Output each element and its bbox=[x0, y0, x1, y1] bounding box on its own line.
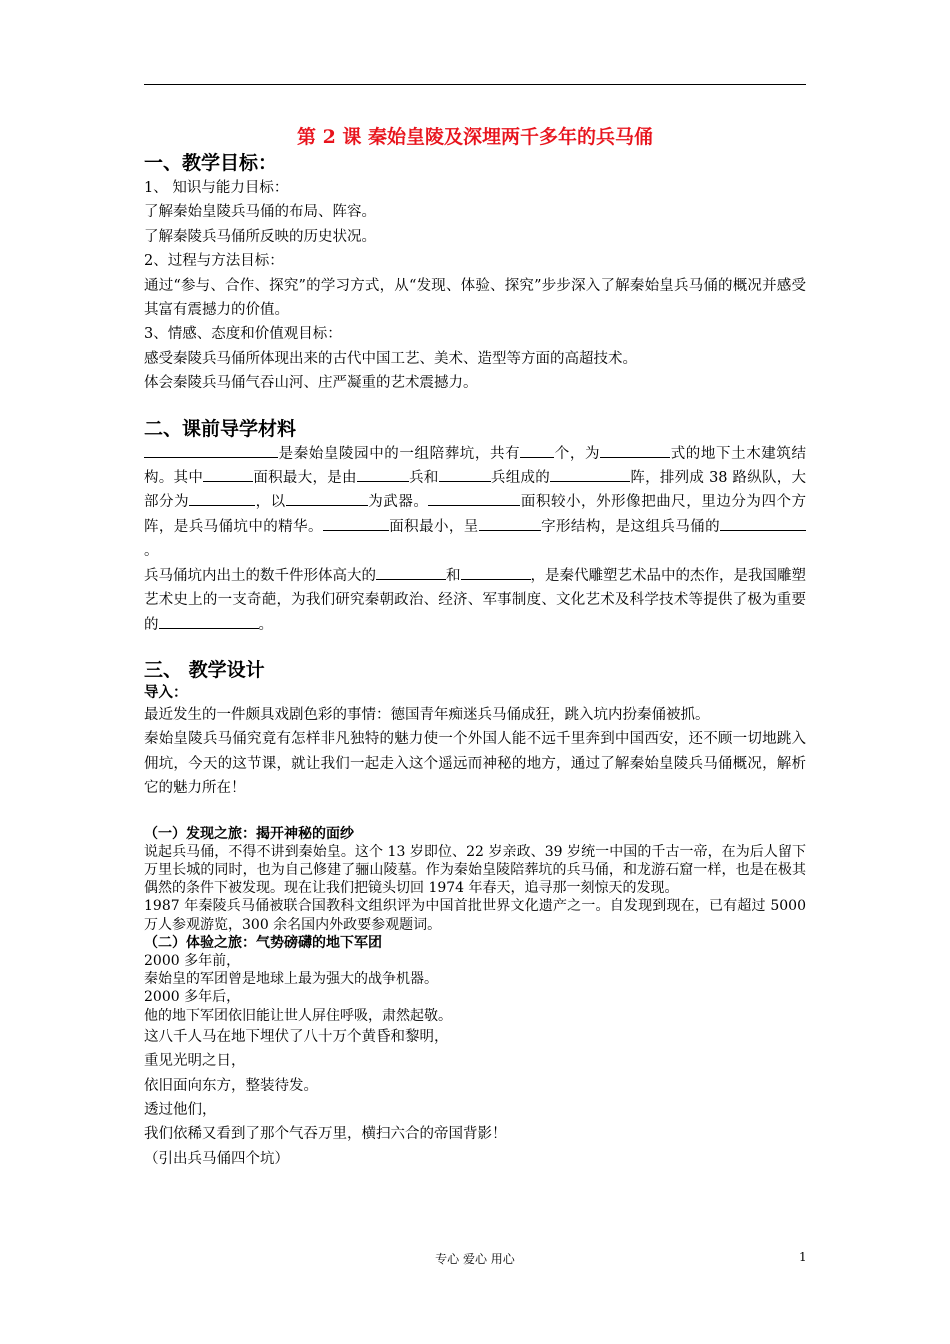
part1-heading: （一）发现之旅：揭开神秘的面纱 bbox=[144, 825, 354, 842]
objective-line: 通过“参与、合作、探究”的学习方式，从“发现、体验、探究”步步深入了解秦始皇兵马俑的概况并感受其富有震撼力的价值。 bbox=[144, 277, 806, 319]
answer-blank[interactable] bbox=[720, 516, 806, 531]
intro-paragraph: 秦始皇陵兵马俑究竟有怎样非凡独特的魅力使一个外国人能不远千里奔到中国西安，还不顾一切地跳入佣坑，今天的这节课，就让我们一起走入这个遥远而神秘的地方，通过了解秦始皇陵兵马俑概况，解析它的魅力所在！ bbox=[144, 731, 806, 797]
answer-blank[interactable] bbox=[286, 491, 368, 506]
objective-line: 了解秦陵兵马俑所反映的历史状况。 bbox=[144, 228, 376, 245]
fill-in-paragraph-2: 兵马俑坑内出土的数千件形体高大的 和 ，是秦代雕塑艺术品中的杰作，是我国雕塑艺术史上的一支奇葩，为我们研究秦朝政治、经济、军事制度、文化艺术及科学技术等提供了极为重要的 。 bbox=[144, 564, 806, 637]
answer-blank[interactable] bbox=[203, 467, 253, 482]
poem-line: 这八千人马在地下埋伏了八十万个黄昏和黎明， bbox=[144, 1028, 449, 1045]
part2-heading: （二）体验之旅：气势磅礴的地下军团 bbox=[144, 934, 382, 951]
page-number: 1 bbox=[799, 1250, 807, 1264]
part1-paragraph: 1987 年秦陵兵马俑被联合国教科文组织评为中国首批世界文化遗产之一。自发现到现在，已有超过 5000 万人参观游览，300 余名国内外政要参观题词。 bbox=[144, 898, 806, 933]
answer-blank[interactable] bbox=[428, 491, 520, 506]
intro-label: 导入： bbox=[144, 683, 188, 701]
answer-blank[interactable] bbox=[439, 467, 491, 482]
answer-blank[interactable] bbox=[323, 516, 389, 531]
poem-line: （引出兵马俑四个坑） bbox=[144, 1150, 289, 1167]
answer-blank[interactable] bbox=[159, 614, 259, 629]
answer-blank[interactable] bbox=[479, 516, 541, 531]
answer-blank[interactable] bbox=[357, 467, 409, 482]
objective-line: 了解秦始皇陵兵马俑的布局、阵容。 bbox=[144, 204, 376, 221]
lesson-title: 第 2 课 秦始皇陵及深埋两千多年的兵马俑 bbox=[296, 126, 654, 148]
poem-line: 2000 多年前， bbox=[144, 952, 241, 969]
page-content bbox=[144, 124, 806, 1171]
header-rule bbox=[144, 84, 806, 85]
objective-line: 1、 知识与能力目标： bbox=[144, 180, 289, 196]
poem-line: 透过他们， bbox=[144, 1101, 217, 1118]
answer-blank[interactable] bbox=[600, 443, 670, 458]
poem-line: 2000 多年后， bbox=[144, 989, 241, 1006]
poem-line: 他的地下军团依旧能让世人屏住呼吸，肃然起敬。 bbox=[144, 1007, 452, 1024]
section1-heading: 一、教学目标： bbox=[144, 152, 278, 174]
objective-line: 2、过程与方法目标： bbox=[144, 253, 284, 270]
answer-blank[interactable] bbox=[144, 443, 278, 458]
answer-blank[interactable] bbox=[376, 565, 446, 580]
section2-heading: 二、课前导学材料 bbox=[144, 417, 297, 440]
objective-line: 感受秦陵兵马俑所体现出来的古代中国工艺、美术、造型等方面的高超技术。 bbox=[144, 350, 637, 367]
fill-in-paragraph-1: 是秦始皇陵园中的一组陪葬坑，共有 个，为 式的地下土木建筑结构。其中 面积最大，是由 兵和 兵组成的 阵，排列成 38 路纵队，大部分为 ，以 为武器。 面积较小，外形像把曲尺，里边分为四个方阵，是兵马俑坑中的精华。 面积最小，呈 字形结构，是这组兵马俑的。 bbox=[144, 442, 806, 564]
poem-line: 依旧面向东方，整装待发。 bbox=[144, 1077, 318, 1094]
answer-blank[interactable] bbox=[189, 491, 255, 506]
part1-paragraph: 说起兵马俑，不得不讲到秦始皇。这个 13 岁即位、22 岁亲政、39 岁统一中国的千古一帝，在为后人留下万里长城的同时，也为自己修建了骊山陵墓。作为秦始皇陵陪葬坑的兵马俑，和龙游石窟一样，也是在极其偶然的条件下被发现。现在让我们把镜头切回 1974 年春天，追寻那一刻惊天的发现。 bbox=[144, 843, 806, 897]
section3-heading: 三、 教学设计 bbox=[144, 658, 265, 681]
footer-motto: 专心 爱心 用心 bbox=[435, 1252, 515, 1266]
objective-line: 3、情感、态度和价值观目标： bbox=[144, 326, 342, 343]
poem-line: 重见光明之日， bbox=[144, 1053, 246, 1070]
answer-blank[interactable] bbox=[520, 443, 554, 458]
intro-paragraph: 最近发生的一件颇具戏剧色彩的事情：德国青年痴迷兵马俑成狂，跳入坑内扮秦俑被抓。 bbox=[144, 706, 710, 723]
poem-line: 秦始皇的军团曾是地球上最为强大的战争机器。 bbox=[144, 971, 438, 988]
answer-blank[interactable] bbox=[461, 565, 531, 580]
answer-blank[interactable] bbox=[550, 467, 630, 482]
poem-line: 我们依稀又看到了那个气吞万里，横扫六合的帝国背影！ bbox=[144, 1126, 507, 1143]
objective-line: 体会秦陵兵马俑气吞山河、庄严凝重的艺术震撼力。 bbox=[144, 375, 478, 392]
